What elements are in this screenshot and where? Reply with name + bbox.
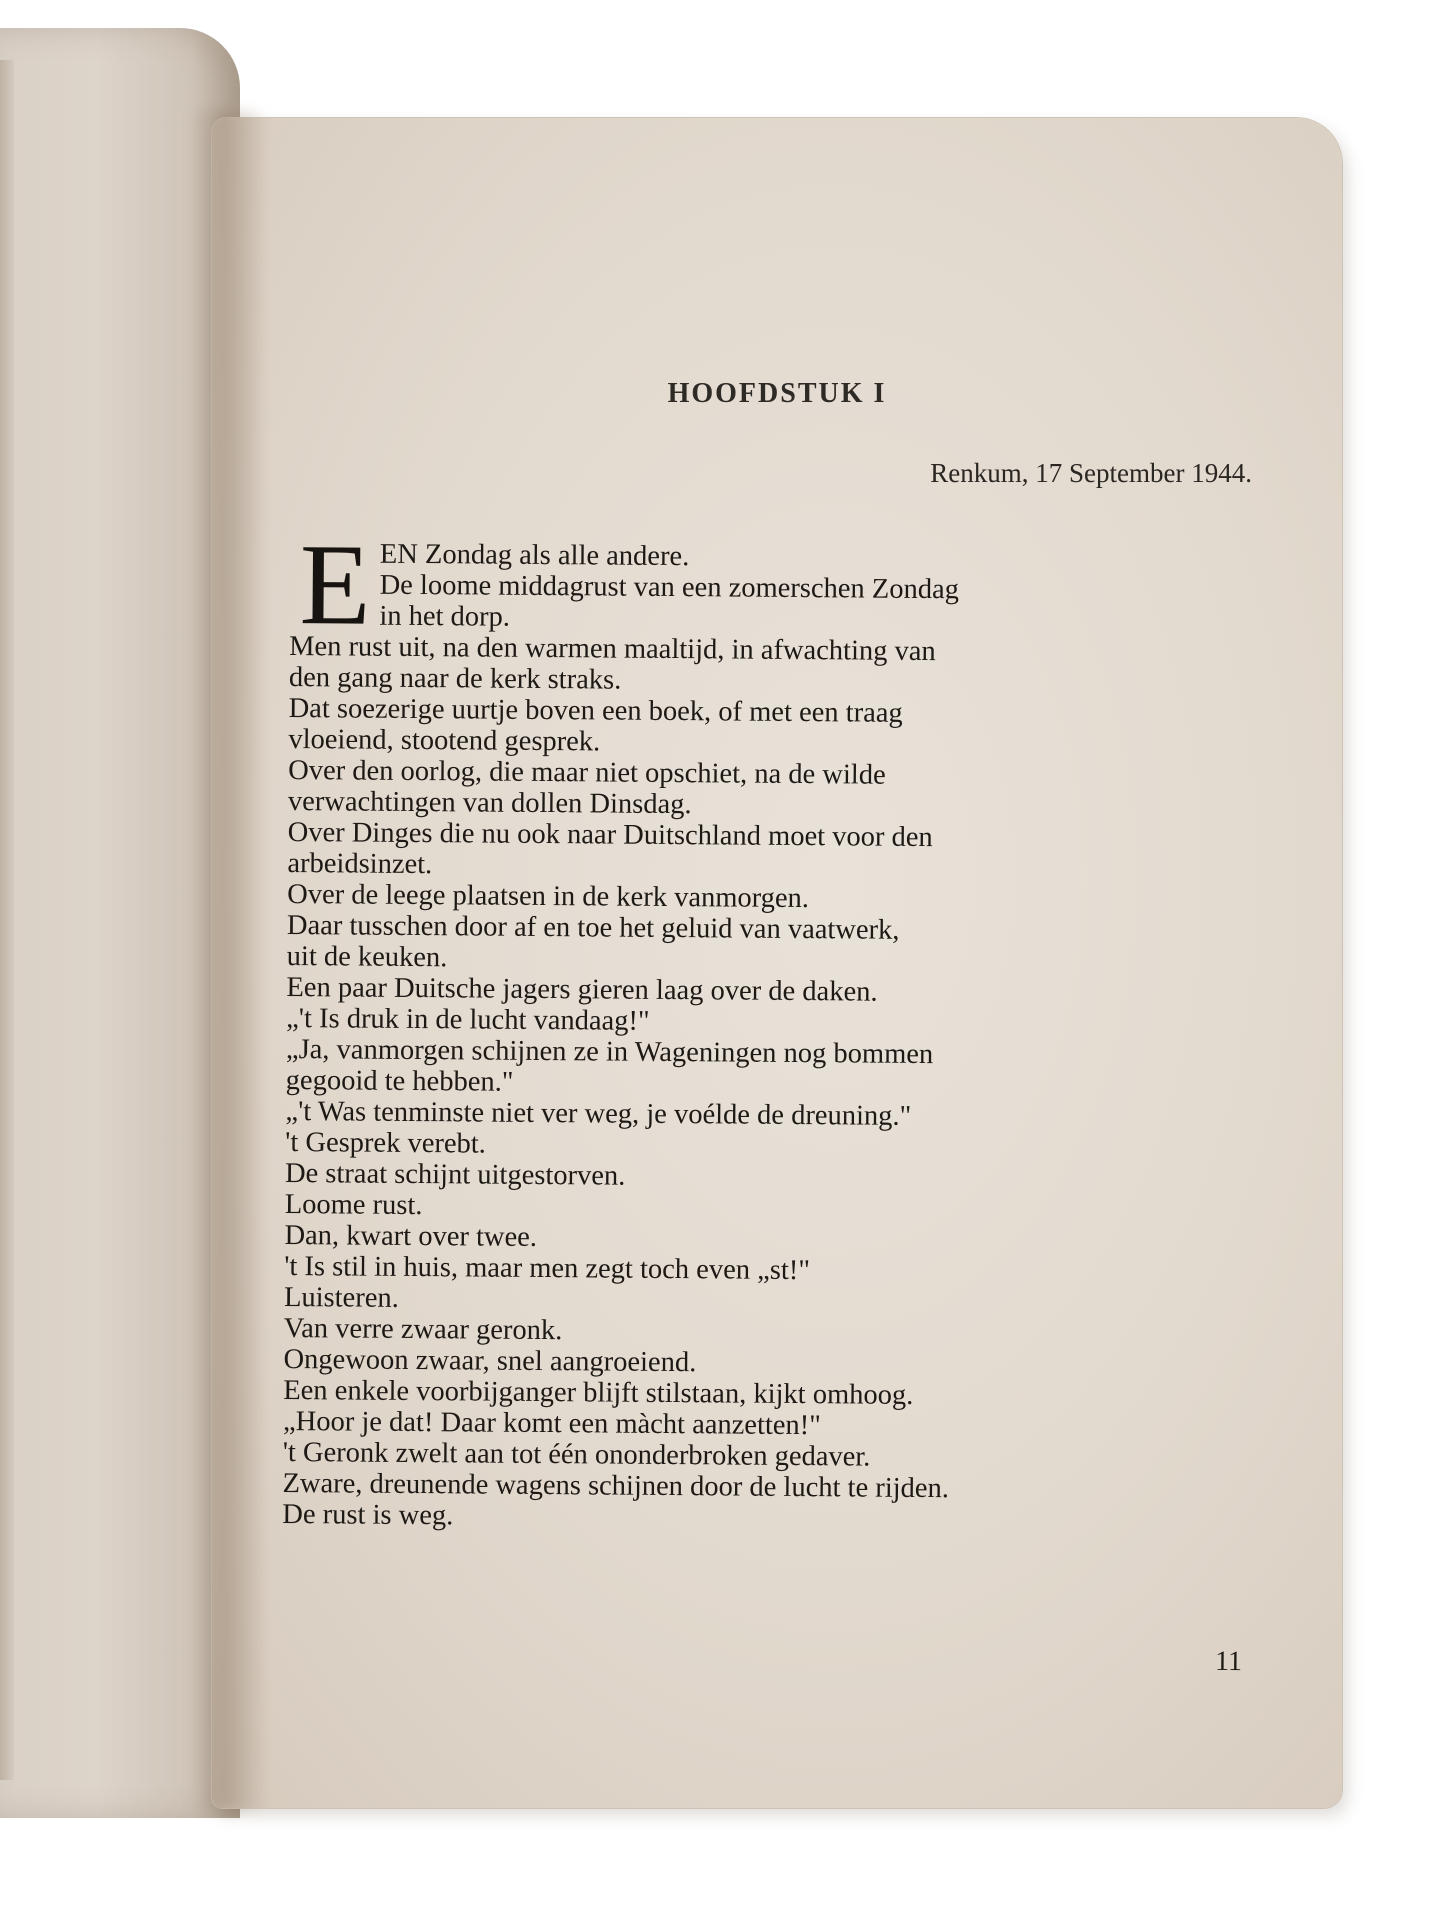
text-line: uit de keuken. xyxy=(286,940,448,974)
paragraph xyxy=(287,910,1287,980)
paragraph xyxy=(289,631,1289,701)
text-line: Over den oorlog, die maar niet opschiet, na de wilde xyxy=(288,754,886,791)
text-line: den gang naar de kerk straks. xyxy=(288,661,622,696)
paragraph xyxy=(288,693,1288,763)
text-line: Een enkele voorbijganger blijft stilstaan, kijkt omhoog. xyxy=(283,1374,914,1411)
text-line: Een paar Duitsche jagers gieren laag over de daken. xyxy=(286,971,878,1008)
text-line: Dat soezerige uurtje boven een boek, of met een traag xyxy=(288,692,903,729)
text-line: Daar tusschen door af en toe het geluid van vaatwerk, xyxy=(286,909,900,946)
dateline: Renkum, 17 September 1944. xyxy=(930,458,1252,488)
text-line: Luisteren. xyxy=(283,1281,399,1314)
text-line: Dan, kwart over twee. xyxy=(284,1219,538,1253)
paragraph xyxy=(288,755,1288,825)
text-line: EN Zondag als alle andere. xyxy=(379,538,690,573)
left-page-edge xyxy=(0,60,14,1780)
text-line: „Hoor je dat! Daar komt een màcht aanzetten!" xyxy=(282,1405,821,1442)
body-text xyxy=(282,521,1290,1538)
paragraph xyxy=(282,1499,1282,1538)
text-line: Van verre zwaar geronk. xyxy=(283,1312,563,1347)
text-line: gegooid te hebben." xyxy=(285,1064,514,1098)
chapter-title: HOOFDSTUK I xyxy=(667,378,887,409)
text-line: Loome rust. xyxy=(284,1188,423,1222)
text-line: arbeidsinzet. xyxy=(287,847,433,881)
gutter-shadow xyxy=(190,110,260,1810)
page-number: 11 xyxy=(1214,1645,1243,1678)
paragraphs xyxy=(282,631,1289,1538)
text-line: vloeiend, stootend gesprek. xyxy=(288,723,601,758)
text-line: Over Dinges die nu ook naar Duitschland moet voor den xyxy=(287,816,933,854)
paragraph xyxy=(287,817,1287,887)
text-line: Men rust uit, na den warmen maaltijd, in afwachting van xyxy=(289,630,936,668)
page-content xyxy=(272,258,1282,1678)
text-line: verwachtingen van dollen Dinsdag. xyxy=(287,785,692,821)
text-line: „'t Is druk in de lucht vandaag!" xyxy=(286,1002,650,1037)
text-line: Over de leege plaatsen in de kerk vanmorgen. xyxy=(287,878,810,915)
text-line: De straat schijnt uitgestorven. xyxy=(284,1157,626,1192)
text-line: Ongewoon zwaar, snel aangroeiend. xyxy=(283,1343,697,1379)
text-line: 't Geronk zwelt aan tot één ononderbroken gedaver. xyxy=(282,1436,871,1473)
drop-cap: E xyxy=(299,521,371,650)
paragraph xyxy=(286,1034,1286,1104)
text-line: 't Is stil in huis, maar men zegt toch even „st!" xyxy=(284,1250,811,1287)
text-line: De loome middagrust van een zomerschen Zondag xyxy=(379,569,960,606)
text-line: Zware, dreunende wagens schijnen door de lucht te rijden. xyxy=(282,1467,950,1505)
right-page xyxy=(212,118,1342,1808)
text-line: „Ja, vanmorgen schijnen ze in Wageningen nog bommen xyxy=(285,1033,934,1071)
text-line: 't Gesprek verebt. xyxy=(285,1126,486,1160)
text-line: De rust is weg. xyxy=(282,1498,454,1532)
text-line: in het dorp. xyxy=(379,600,511,633)
text-line: „'t Was tenminste niet ver weg, je voélde de dreuning." xyxy=(285,1095,912,1132)
